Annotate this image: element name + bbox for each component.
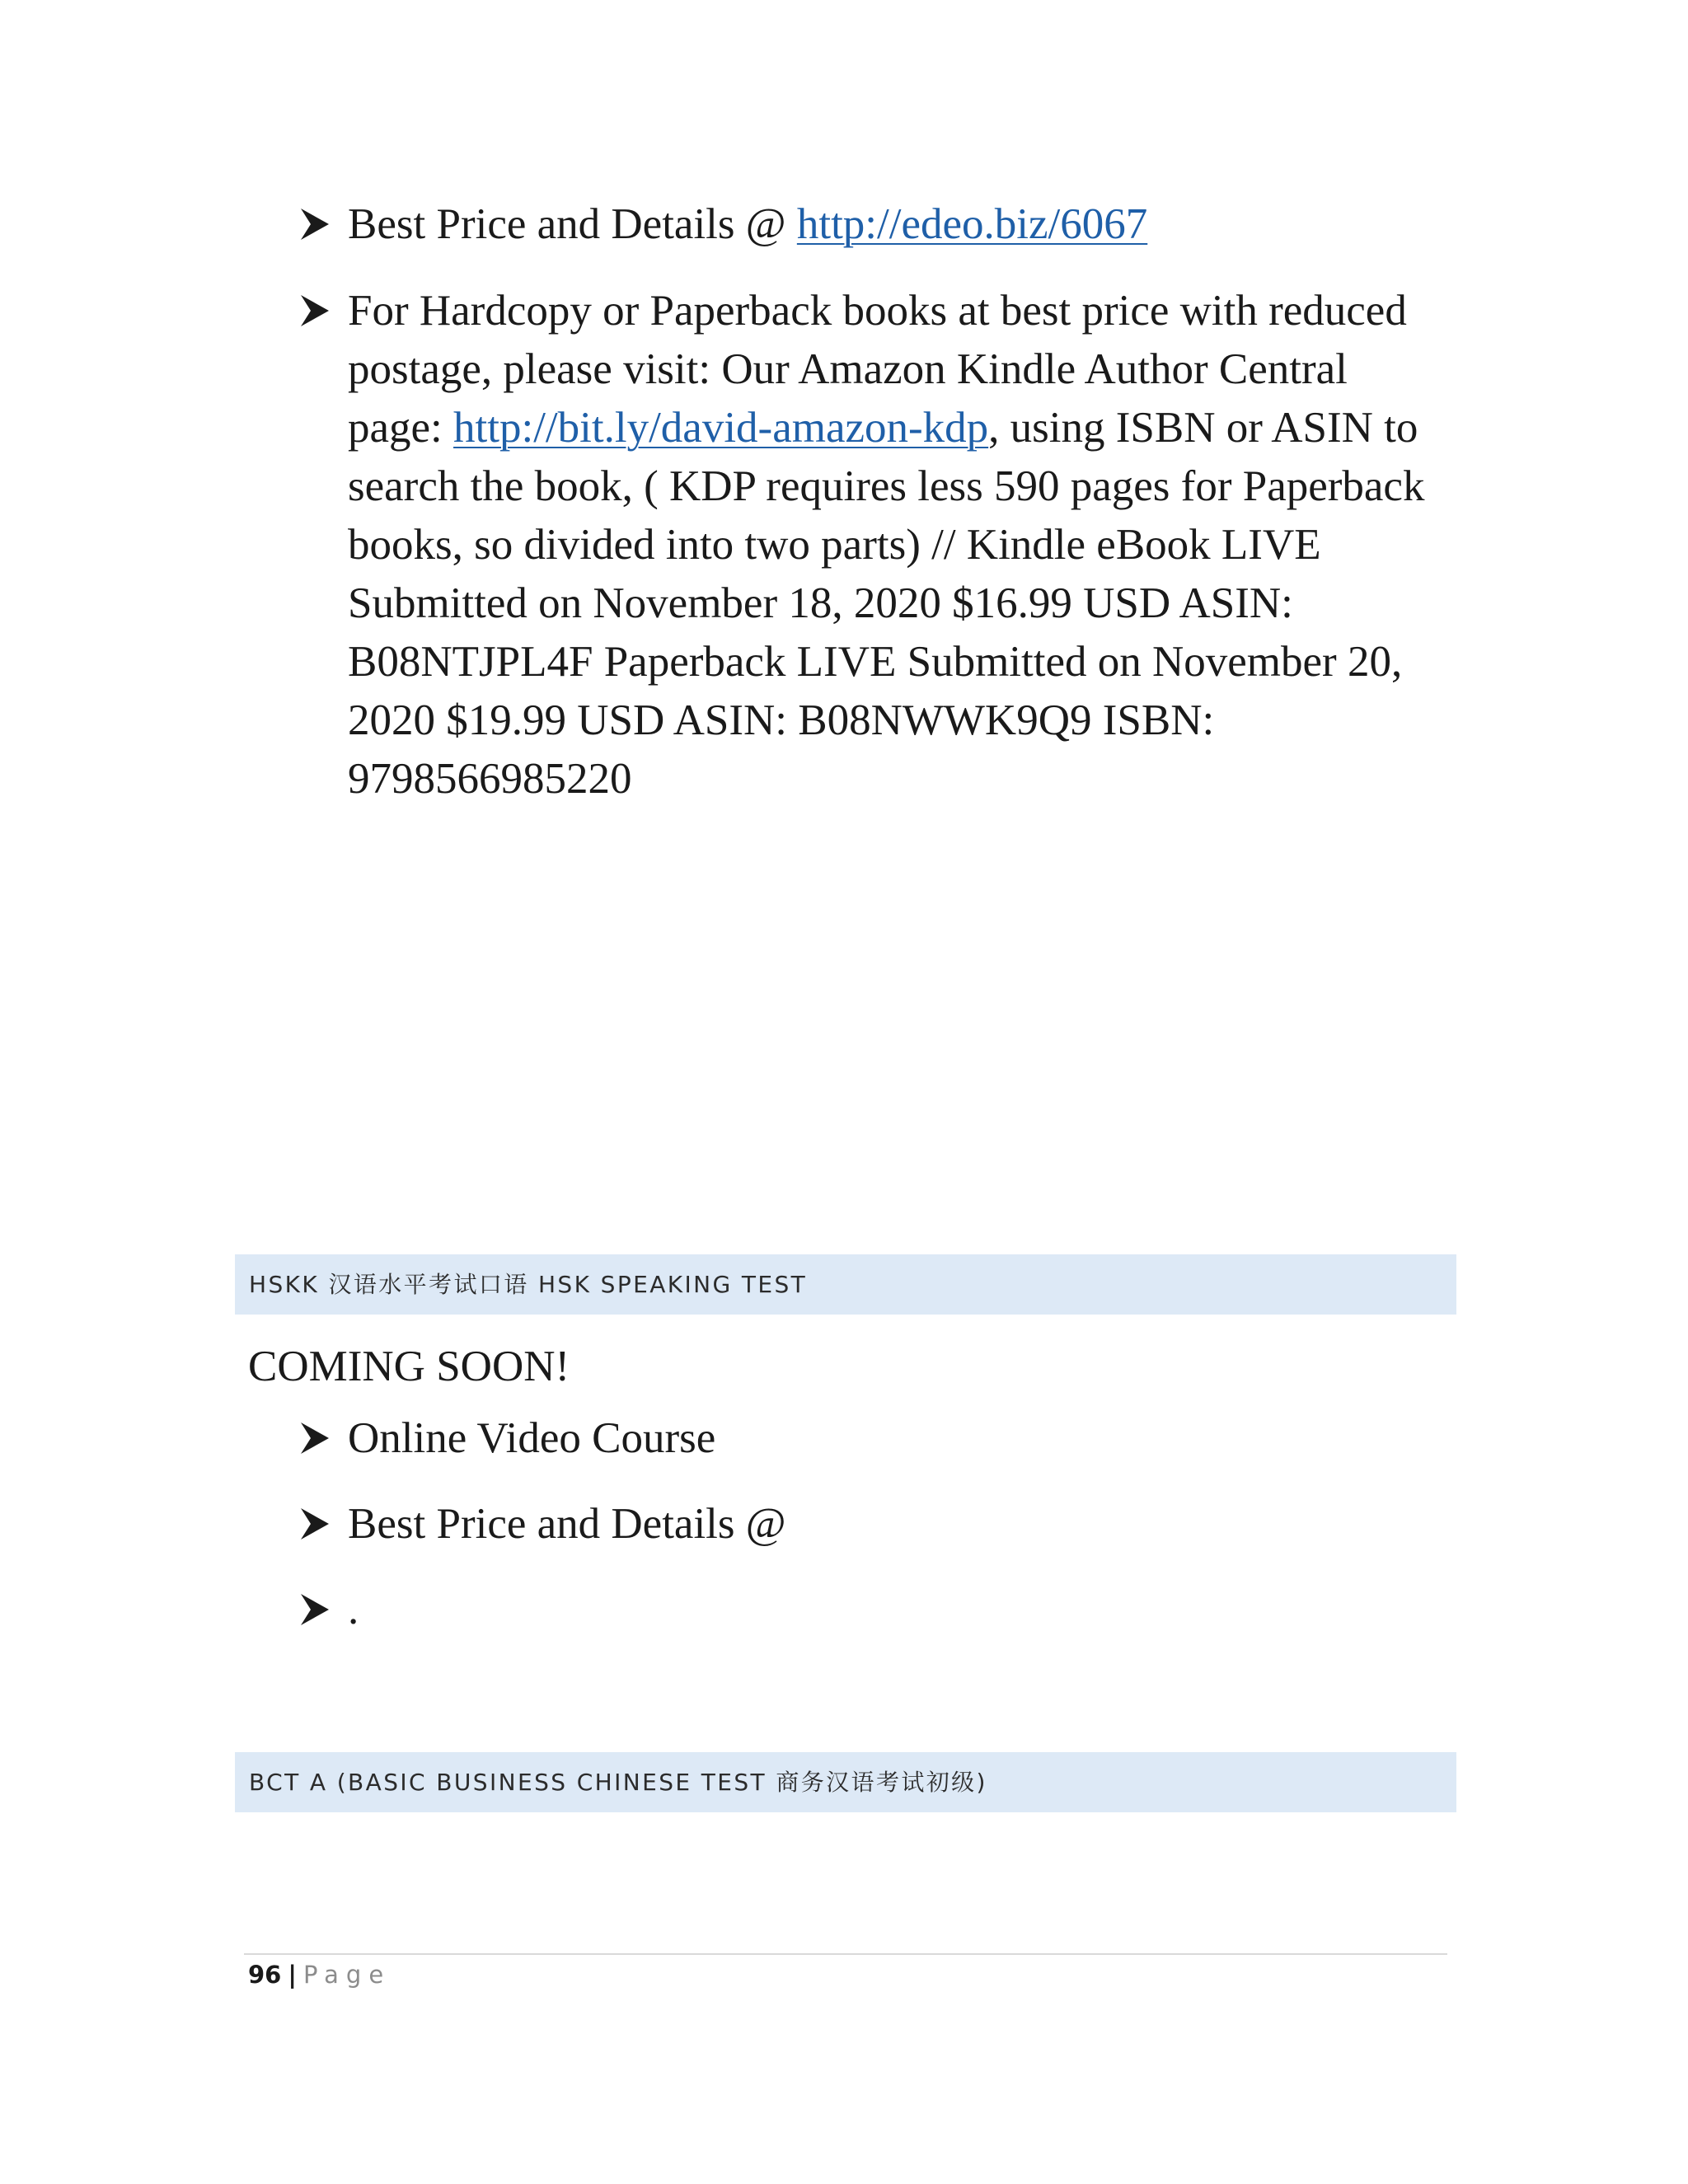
- section-heading-label: HSKK 汉语水平考试口语 HSK SPEAKING TEST: [249, 1271, 808, 1298]
- arrowhead-bullet-icon: [299, 1589, 332, 1630]
- section-heading-label: BCT A (BASIC BUSINESS CHINESE TEST 商务汉语考试初级): [249, 1769, 987, 1796]
- page-footer: [248, 1957, 391, 1993]
- bullet-text: Online Video Course: [348, 1414, 716, 1462]
- bullet-text-after: , using ISBN or ASIN to search the book, ( KDP requires less 590 pages for Paperback books, so divided into two parts) // Kindle eBook LIVE Submitted on November 18, 2020 $16.99 USD ASIN: B08NTJPL4F Paperback LIVE Submitted on November 20, 2020 $19.99 USD ASIN: B08NWWK9Q9 ISBN: 9798566985220: [348, 404, 1425, 803]
- bullet-text: [348, 195, 1445, 254]
- coming-soon-text: COMING SOON!: [248, 1343, 570, 1390]
- arrowhead-bullet-icon: [299, 204, 332, 245]
- arrowhead-bullet-icon: [299, 290, 332, 331]
- bullet-text: Best Price and Details @: [348, 1500, 786, 1548]
- bullet-text-before: Best Price and Details @: [348, 200, 797, 248]
- bullet-text-before: For Hardcopy or Paperback books at best price with reduced postage, please visit: Our Amazon Kindle Author Central page:: [348, 287, 1407, 452]
- page-label: Page: [302, 1961, 392, 1989]
- arrowhead-bullet-icon: [299, 1418, 332, 1459]
- arrowhead-bullet-icon: [299, 1503, 332, 1544]
- page-number: 96: [248, 1961, 282, 1989]
- section-heading-hskk: [235, 1254, 1456, 1315]
- section-heading-bct: [235, 1752, 1456, 1812]
- bullet-text: .: [348, 1586, 359, 1633]
- footer-divider: [244, 1953, 1447, 1955]
- bullet-text: [348, 282, 1445, 808]
- edeo-link[interactable]: http://edeo.biz/6067: [796, 200, 1148, 248]
- amazon-kdp-link[interactable]: http://bit.ly/david-amazon-kdp: [453, 404, 989, 452]
- footer-separator: |: [288, 1961, 297, 1989]
